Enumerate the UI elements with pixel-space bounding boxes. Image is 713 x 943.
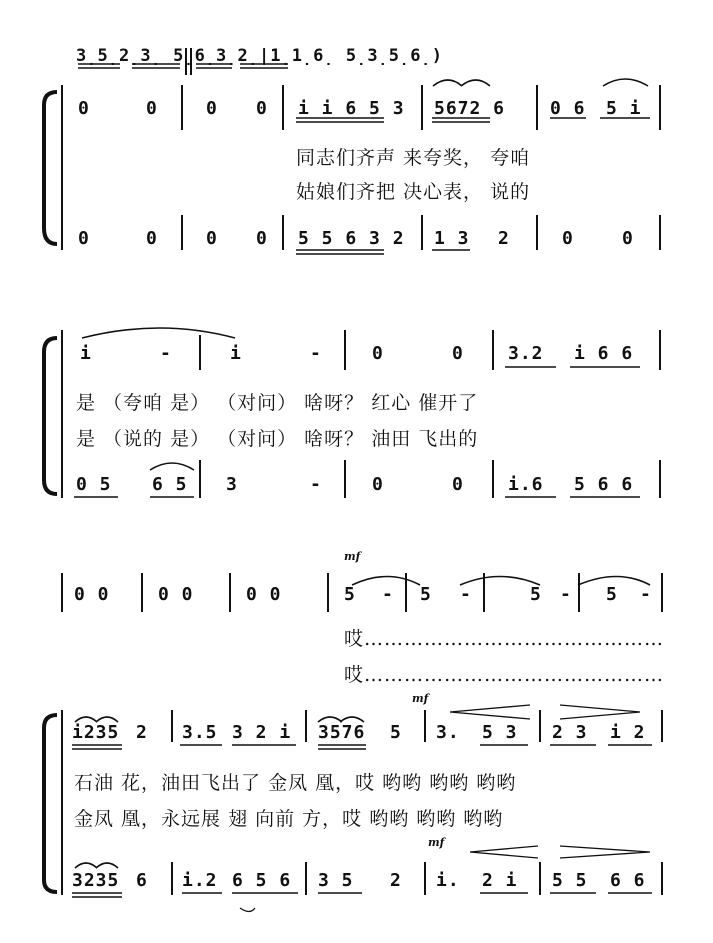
s3-upper-n3: 5 — [530, 584, 542, 605]
s1-upper-m1a: 0 — [78, 98, 90, 119]
s3-mid-6: 5 — [390, 722, 402, 743]
s3-mid-2: 2 — [136, 722, 148, 743]
s3-lower-2: 6 — [136, 870, 148, 891]
s3-mid-5: 3576 — [318, 722, 366, 743]
s1-lower-m1b: 0 — [146, 228, 158, 249]
s1-lower-m2b: 0 — [256, 228, 268, 249]
s1-lyric-verse1: 同志们齐声 来夸奖， 夸咱 — [296, 147, 531, 169]
s2-upper-4: - — [310, 343, 322, 364]
intro-notes: 3̣5̣2̣3̣ 5̣6̣3̣2̣|1̣1̣6̣ 5̣3̣5̣6̣) — [76, 46, 443, 66]
s3-upper-d2: - — [460, 584, 472, 605]
s2-upper-7: 3.2 — [508, 343, 544, 364]
s3-upper-m1: 0 0 — [74, 584, 110, 605]
s2-lower-7: i.6 — [508, 474, 544, 495]
s3-mid-10: i 2 — [610, 722, 646, 743]
s3-lower-8: 2 i — [482, 870, 518, 891]
s3-mid-3: 3.5 — [182, 722, 218, 743]
s3-lower-5: 3 5 — [318, 870, 354, 891]
s3-upper-n4: 5 — [606, 584, 618, 605]
s1-upper-m5b: 5 i — [606, 98, 642, 119]
s3-lyric-verse1: 石油 花，油田飞出了 金凤 凰，哎 哟哟 哟哟 哟哟 — [74, 772, 517, 794]
s2-lyric-verse1: 是 （夸咱 是） （对问） 啥呀？ 红心 催开了 — [76, 392, 479, 414]
dynamic-mf-3: mf — [428, 836, 445, 849]
s3-upper-n2: 5 — [420, 584, 432, 605]
s2-lower-1: 0 5 — [76, 474, 112, 495]
s3-lower-9: 5 5 — [552, 870, 588, 891]
s3-lyric-verse2: 金凤 凰，永远展 翅 向前 方，哎 哟哟 哟哟 哟哟 — [74, 808, 504, 830]
s2-lower-6: 0 — [452, 474, 464, 495]
s3-lower-1: 3235 — [72, 870, 120, 891]
s3-mid-9: 2 3 — [552, 722, 588, 743]
s1-lower-m2a: 0 — [206, 228, 218, 249]
s3-lower-4: 6 5 6 — [232, 870, 292, 891]
s2-upper-2: - — [160, 343, 172, 364]
s1-upper-m4: 5672 6 — [434, 98, 506, 119]
s2-lyric-verse2: 是 （说的 是） （对问） 啥呀？ 油田 飞出的 — [76, 428, 479, 450]
s3-upper-m3: 0 0 — [246, 584, 282, 605]
s3-lower-6: 2 — [390, 870, 402, 891]
dynamic-mf-1: mf — [344, 550, 361, 563]
s3-upper-n1: 5 — [344, 584, 356, 605]
s2-upper-1: i — [80, 343, 92, 364]
s1-lyric-verse2: 姑娘们齐把 决心表， 说的 — [296, 181, 531, 203]
s2-lower-5: 0 — [372, 474, 384, 495]
s1-upper-m2b: 0 — [256, 98, 268, 119]
s2-upper-3: i — [230, 343, 242, 364]
s3-lower-3: i.2 — [182, 870, 218, 891]
s2-lower-4: - — [310, 474, 322, 495]
s3-lower-10: 6 6 — [610, 870, 646, 891]
s2-upper-5: 0 — [372, 343, 384, 364]
s3-lower-7: i. — [436, 870, 460, 891]
s1-upper-m5a: 0 6 — [550, 98, 586, 119]
s1-lower-m4a: 1 3 — [434, 228, 470, 249]
s3-lyric-b: 哎……………………………………… — [344, 664, 665, 686]
s1-lower-m1a: 0 — [78, 228, 90, 249]
s3-upper-m2: 0 0 — [158, 584, 194, 605]
s3-upper-d3: - — [560, 584, 572, 605]
s3-mid-7: 3. — [436, 722, 460, 743]
dynamic-mf-2: mf — [412, 692, 429, 705]
s2-lower-3: 3 — [226, 474, 238, 495]
s3-mid-8: 5 3 — [482, 722, 518, 743]
s3-mid-1: i235 — [72, 722, 120, 743]
s3-mid-4: 3 2 i — [232, 722, 292, 743]
s1-lower-m5b: 0 — [622, 228, 634, 249]
s2-upper-6: 0 — [452, 343, 464, 364]
s2-upper-8: i 6 6 — [574, 343, 634, 364]
s1-upper-m1b: 0 — [146, 98, 158, 119]
s3-upper-d1: - — [382, 584, 394, 605]
s1-lower-m4b: 2 — [498, 228, 510, 249]
s2-lower-2: 6 5 — [152, 474, 188, 495]
s2-lower-8: 5 6 6 — [574, 474, 634, 495]
s1-lower-m3: 5 5 6 3 2 — [298, 228, 405, 249]
s3-lyric-a: 哎……………………………………… — [344, 628, 665, 650]
s1-upper-m3: i i 6 5 3 — [298, 98, 405, 119]
s1-lower-m5a: 0 — [562, 228, 574, 249]
s3-upper-d4: - — [640, 584, 652, 605]
s1-upper-m2a: 0 — [206, 98, 218, 119]
